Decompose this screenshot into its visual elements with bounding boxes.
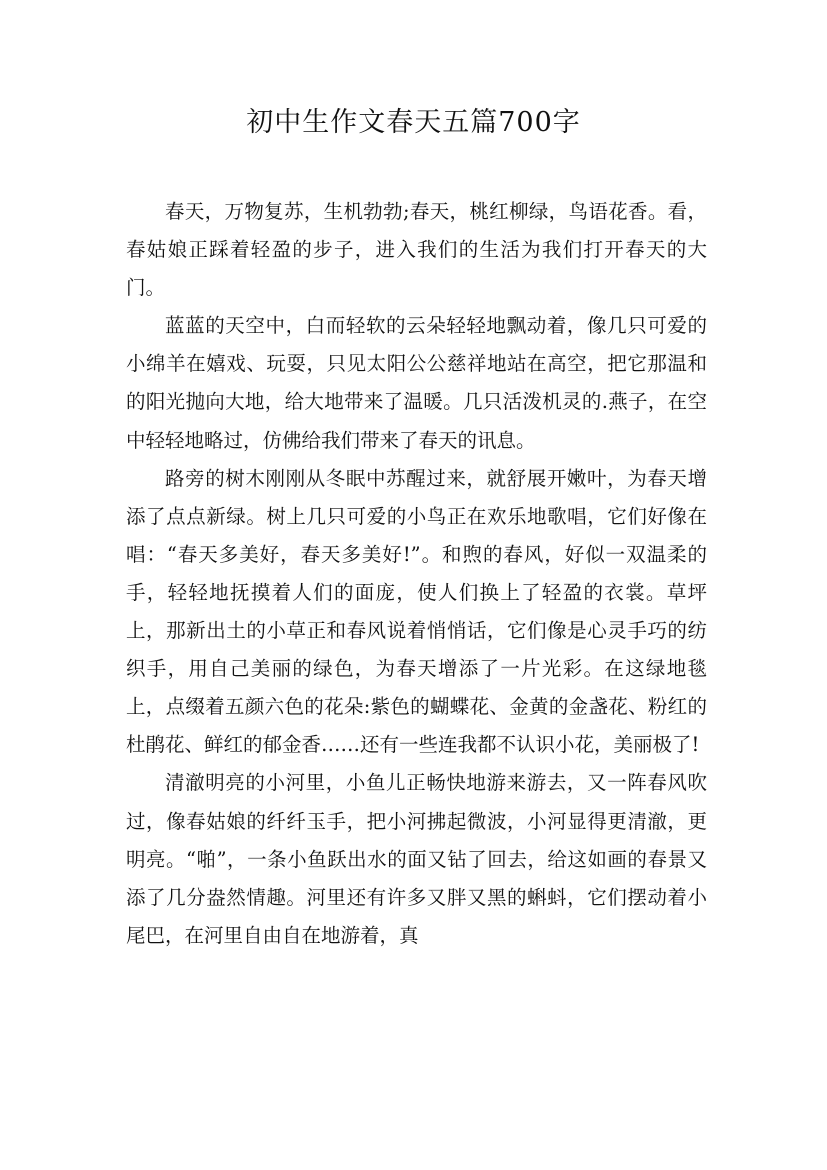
document-title: 初中生作文春天五篇700字	[246, 107, 581, 138]
paragraph-2: 蓝蓝的天空中，白而轻软的云朵轻轻地飘动着，像几只可爱的小绵羊在嬉戏、玩耍，只见太阳公公慈祥地站在高空，把它那温和的阳光抛向大地，给大地带来了温暖。几只活泼机灵的.燕子，在空中轻轻地略过，仿佛给我们带来了春天的讯息。	[126, 314, 707, 452]
document-body	[126, 193, 707, 955]
paragraph-4: 清澈明亮的小河里，小鱼儿正畅快地游来游去，又一阵春风吹过，像春姑娘的纤纤玉手，把小河拂起微波，小河显得更清澈，更明亮。“啪”，一条小鱼跃出水的面又钻了回去，给这如画的春景又添了几分盎然情趣。河里还有许多又胖又黑的蝌蚪，它们摆动着小尾巴，在河里自由自在地游着，真	[126, 771, 707, 947]
paragraph-1: 春天，万物复苏，生机勃勃;春天，桃红柳绿，鸟语花香。看，春姑娘正踩着轻盈的步子，进入我们的生活为我们打开春天的大门。	[126, 200, 707, 300]
paragraph-3: 路旁的树木刚刚从冬眠中苏醒过来，就舒展开嫩叶，为春天增添了点点新绿。树上几只可爱的小鸟正在欢乐地歌唱，它们好像在唱：“春天多美好，春天多美好!”。和煦的春风，好似一双温柔的手，轻轻地抚摸着人们的面庞，使人们换上了轻盈的衣裳。草坪上，那新出土的小草正和春风说着悄悄话，它们像是心灵手巧的纺织手，用自己美丽的绿色，为春天增添了一片光彩。在这绿地毯上，点缀着五颜六色的花朵:紫色的蝴蝶花、金黄的金盏花、粉红的杜鹃花、鲜红的郁金香……还有一些连我都不认识小花，美丽极了!	[126, 466, 707, 757]
